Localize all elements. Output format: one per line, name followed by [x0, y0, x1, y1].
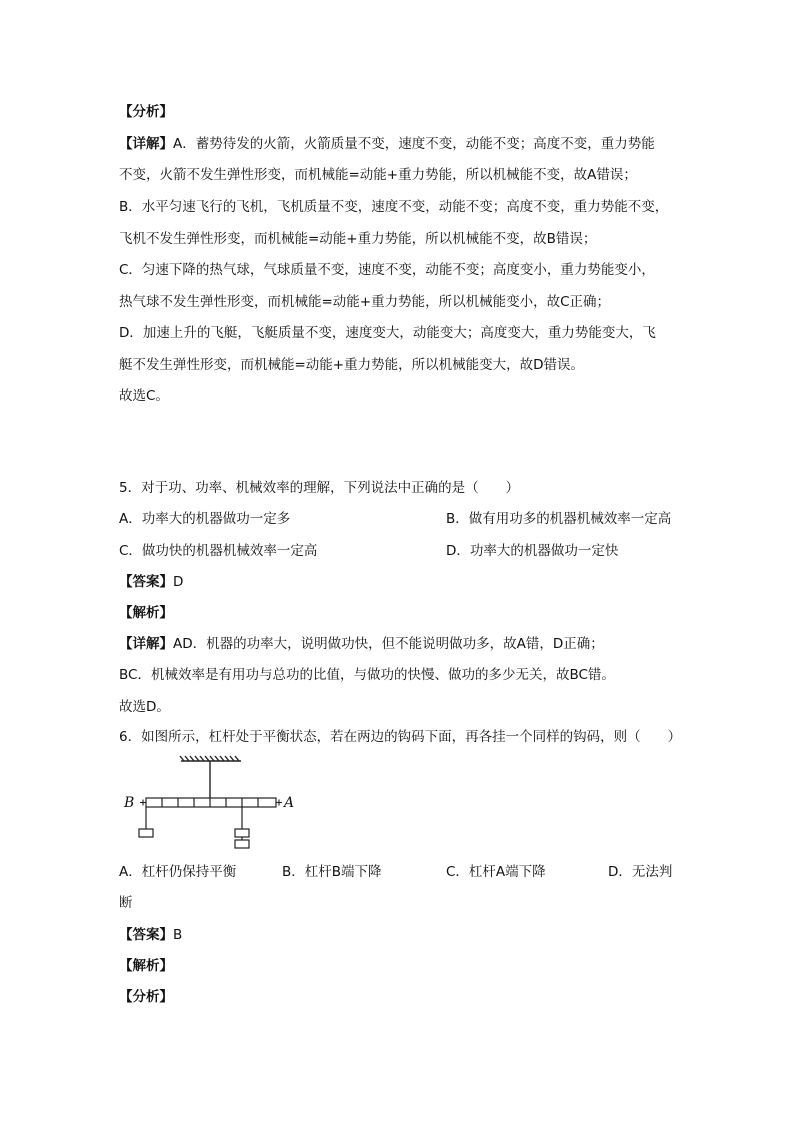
- lever-figure: [118, 755, 318, 855]
- question-stem: 6．如图所示，杠杆处于平衡状态，若在两边的钩码下面，再各挂一个同样的钩码，则（ ）: [119, 729, 682, 745]
- answer-line: [119, 925, 182, 945]
- answer-tag: 【答案】: [119, 927, 173, 943]
- right-weights: [235, 807, 249, 848]
- detail-line: C．匀速下降的热气球，气球质量不变，速度不变，动能不变；高度变小，重力势能变小，: [119, 262, 655, 278]
- left-weight: [139, 807, 153, 837]
- option-b: B．杠杆B端下降: [282, 864, 382, 880]
- answer-value: D: [173, 574, 184, 590]
- option-a: A．功率大的机器做功一定多: [119, 511, 291, 527]
- detail-line: D．加速上升的飞艇，飞艇质量不变，速度变大，动能变大；高度变大，重力势能变大，飞: [119, 325, 656, 341]
- option-d-wrap: 断: [119, 895, 133, 911]
- conclusion: 故选D。: [119, 699, 170, 715]
- option-b: B．做有用功多的机器机械效率一定高: [446, 511, 672, 527]
- detail-text: A．蓄势待发的火箭，火箭质量不变，速度不变，动能不变；高度不变，重力势能: [173, 136, 655, 152]
- analysis-heading: 【分析】: [119, 989, 173, 1005]
- option-c: C．杠杆A端下降: [446, 864, 546, 880]
- detail-line: 飞机不发生弹性形变，而机械能=动能+重力势能，所以机械能不变，故B错误；: [119, 231, 597, 247]
- lever-bar: [146, 798, 276, 807]
- question-stem: 5．对于功、功率、机械效率的理解，下列说法中正确的是（ ）: [119, 480, 520, 496]
- detail-line: 不变，火箭不发生弹性形变，而机械能=动能+重力势能，所以机械能不变，故A错误；: [119, 167, 637, 183]
- option-d: D．无法判: [608, 864, 673, 880]
- ceiling-support: [180, 756, 241, 761]
- analysis-heading: 【分析】: [119, 104, 173, 120]
- detail-tag: 【详解】: [119, 136, 173, 152]
- answer-tag: 【答案】: [119, 574, 173, 590]
- detail-line: [119, 134, 655, 154]
- explain-heading: 【解析】: [119, 958, 173, 974]
- label-a: A: [284, 795, 295, 811]
- explain-heading: 【解析】: [119, 605, 173, 621]
- detail-tag: 【详解】: [119, 636, 173, 652]
- answer-line: [119, 572, 183, 592]
- conclusion: 故选C。: [119, 388, 169, 404]
- detail-line: 热气球不发生弹性形变，而机械能=动能+重力势能，所以机械能变小，故C正确；: [119, 294, 611, 310]
- option-a: A．杠杆仍保持平衡: [119, 864, 237, 880]
- detail-text: AD．机器的功率大，说明做功快，但不能说明做功多，故A错，D正确；: [173, 636, 604, 652]
- option-c: C．做功快的机器机械效率一定高: [119, 543, 318, 559]
- detail-line: B．水平匀速飞行的飞机，飞机质量不变，速度不变，动能不变；高度不变，重力势能不变，: [119, 199, 669, 215]
- label-b: B: [124, 795, 135, 811]
- option-d: D．功率大的机器做功一定快: [446, 543, 619, 559]
- detail-line: BC．机械效率是有用功与总功的比值，与做功的快慢、做功的多少无关，故BC错。: [119, 667, 615, 683]
- detail-line: [119, 634, 604, 654]
- detail-line: 艇不发生弹性形变，而机械能=动能+重力势能，所以机械能变大，故D错误。: [119, 357, 585, 373]
- answer-value: B: [173, 927, 183, 943]
